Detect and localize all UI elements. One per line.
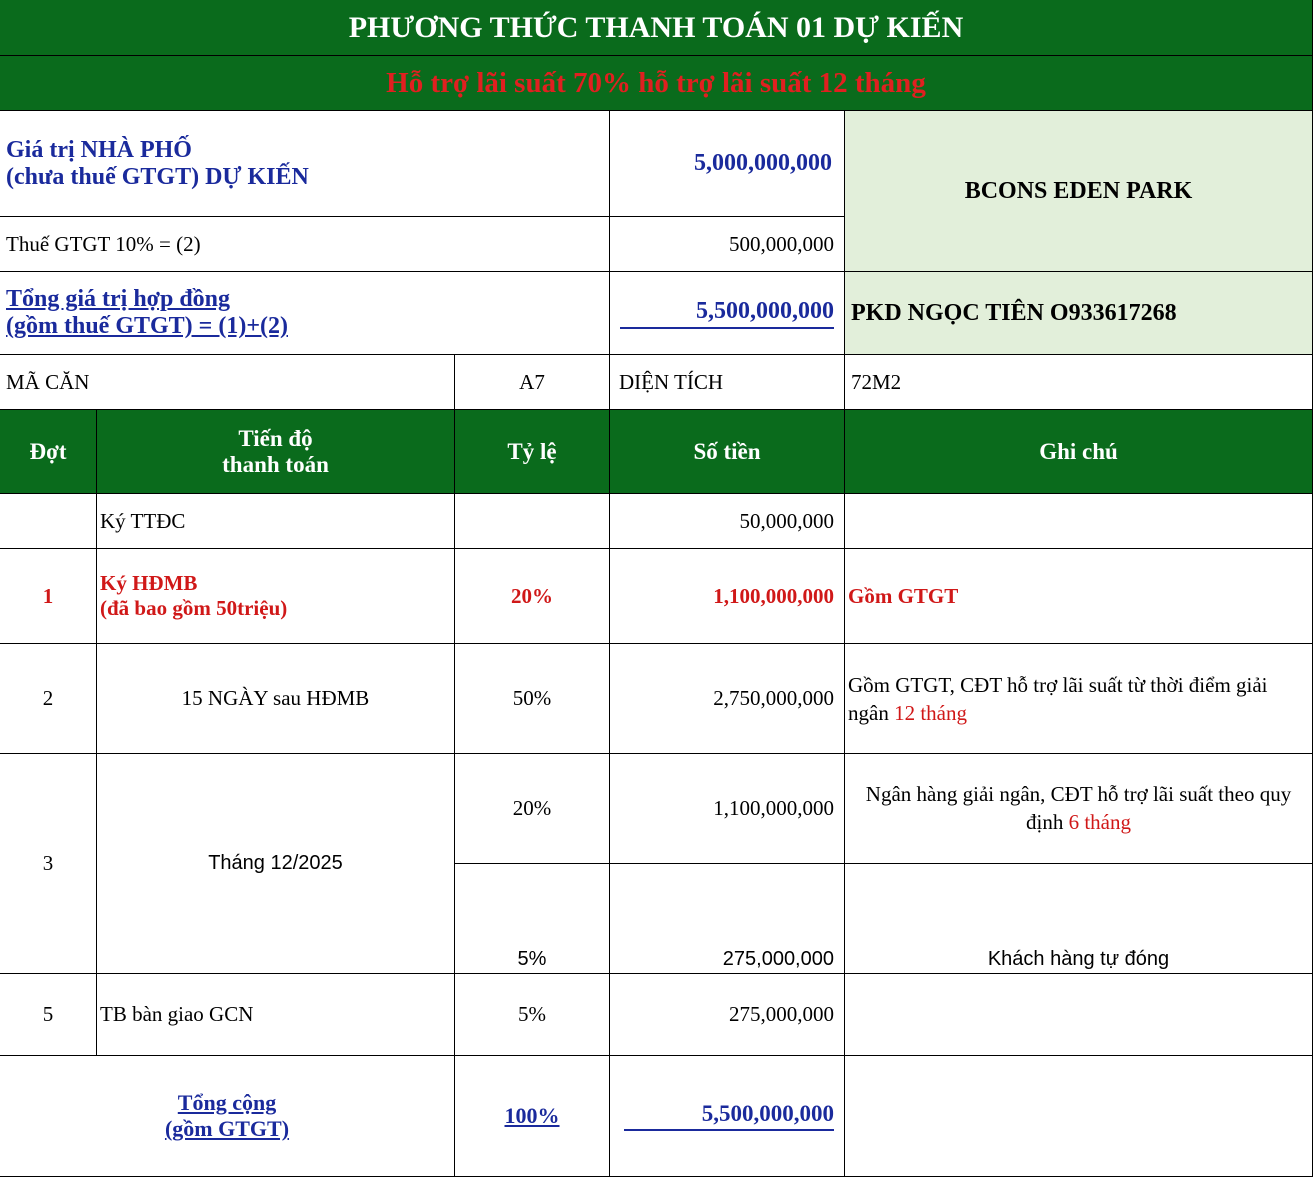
row1-note: Gồm GTGT — [845, 549, 1313, 644]
grand-total-amount-text: 5,500,000,000 — [624, 1101, 834, 1131]
header-phase: Đợt — [0, 410, 97, 494]
row1-phase: 1 — [0, 549, 97, 644]
row3-phase: 3 — [0, 754, 97, 974]
row2-note-text-wrap — [848, 671, 1306, 727]
row2-amount: 2,750,000,000 — [610, 644, 845, 754]
row1-progress-line1: Ký HĐMB — [100, 571, 198, 595]
agent-contact: PKD NGỌC TIÊN O933617268 — [845, 272, 1313, 355]
row3b-amount: 275,000,000 — [610, 864, 845, 974]
price-label-line1: Giá trị NHÀ PHỐ — [6, 136, 192, 163]
row5-ratio: 5% — [455, 974, 610, 1056]
grand-total-note — [845, 1056, 1313, 1177]
vat-label: Thuế GTGT 10% = (2) — [0, 217, 610, 272]
row3a-note — [845, 754, 1313, 864]
row2-note — [845, 644, 1313, 754]
row3a-ratio: 20% — [455, 754, 610, 864]
sheet-title: PHƯƠNG THỨC THANH TOÁN 01 DỰ KIẾN — [0, 0, 1313, 56]
row0-phase — [0, 494, 97, 549]
row3a-note-text-wrap — [851, 780, 1306, 836]
row2-phase: 2 — [0, 644, 97, 754]
unit-code-label: MÃ CĂN — [0, 355, 455, 410]
row2-note-text: Gồm GTGT, CĐT hỗ trợ lãi suất từ thời điểm giải ngân — [848, 672, 1268, 725]
area-value: 72M2 — [845, 355, 1313, 410]
contract-total-value-text: 5,500,000,000 — [620, 298, 834, 329]
header-progress-line2: thanh toán — [222, 451, 329, 477]
grand-total-label — [0, 1056, 455, 1177]
row3b-ratio: 5% — [455, 864, 610, 974]
row1-ratio: 20% — [455, 549, 610, 644]
vat-value: 500,000,000 — [610, 217, 845, 272]
unit-code-value: A7 — [455, 355, 610, 410]
grand-total-ratio: 100% — [455, 1056, 610, 1177]
area-label: DIỆN TÍCH — [610, 355, 845, 410]
contract-total-label-line2: (gồm thuế GTGT) = (1)+(2) — [6, 313, 288, 339]
price-value: 5,000,000,000 — [610, 111, 845, 217]
row1-progress-line2: (đã bao gồm 50triệu) — [100, 596, 288, 620]
sheet-subtitle: Hỗ trợ lãi suất 70% hỗ trợ lãi suất 12 tháng — [0, 56, 1313, 111]
row0-progress: Ký TTĐC — [97, 494, 455, 549]
row2-note-highlight: 12 tháng — [894, 700, 967, 725]
row3a-note-text: Ngân hàng giải ngân, CĐT hỗ trợ lãi suất theo quy định — [865, 782, 1292, 834]
row5-progress: TB bàn giao GCN — [97, 974, 455, 1056]
project-name: BCONS EDEN PARK — [845, 111, 1313, 272]
row0-amount: 50,000,000 — [610, 494, 845, 549]
header-amount: Số tiền — [610, 410, 845, 494]
price-label-line2: (chưa thuế GTGT) DỰ KIẾN — [6, 163, 309, 190]
row5-note — [845, 974, 1313, 1056]
grand-total-amount — [610, 1056, 845, 1177]
contract-total-label-line1: Tổng giá trị hợp đồng — [6, 286, 231, 312]
row3a-note-highlight: 6 tháng — [1068, 810, 1131, 834]
header-progress — [97, 410, 455, 494]
row0-ratio — [455, 494, 610, 549]
price-label — [0, 111, 610, 217]
contract-total-value — [610, 272, 845, 355]
header-progress-line1: Tiến độ — [238, 425, 313, 451]
row0-note — [845, 494, 1313, 549]
row3a-amount: 1,100,000,000 — [610, 754, 845, 864]
grand-total-label-line1: Tổng cộng — [177, 1090, 277, 1115]
grand-total-label-line2: (gồm GTGT) — [164, 1116, 290, 1141]
row3-progress: Tháng 12/2025 — [97, 754, 455, 974]
row2-progress: 15 NGÀY sau HĐMB — [97, 644, 455, 754]
row1-amount: 1,100,000,000 — [610, 549, 845, 644]
row3b-note: Khách hàng tự đóng — [845, 864, 1313, 974]
row1-progress — [97, 549, 455, 644]
row2-ratio: 50% — [455, 644, 610, 754]
header-ratio: Tỷ lệ — [455, 410, 610, 494]
row5-phase: 5 — [0, 974, 97, 1056]
contract-total-label — [0, 272, 610, 355]
header-note: Ghi chú — [845, 410, 1313, 494]
row5-amount: 275,000,000 — [610, 974, 845, 1056]
